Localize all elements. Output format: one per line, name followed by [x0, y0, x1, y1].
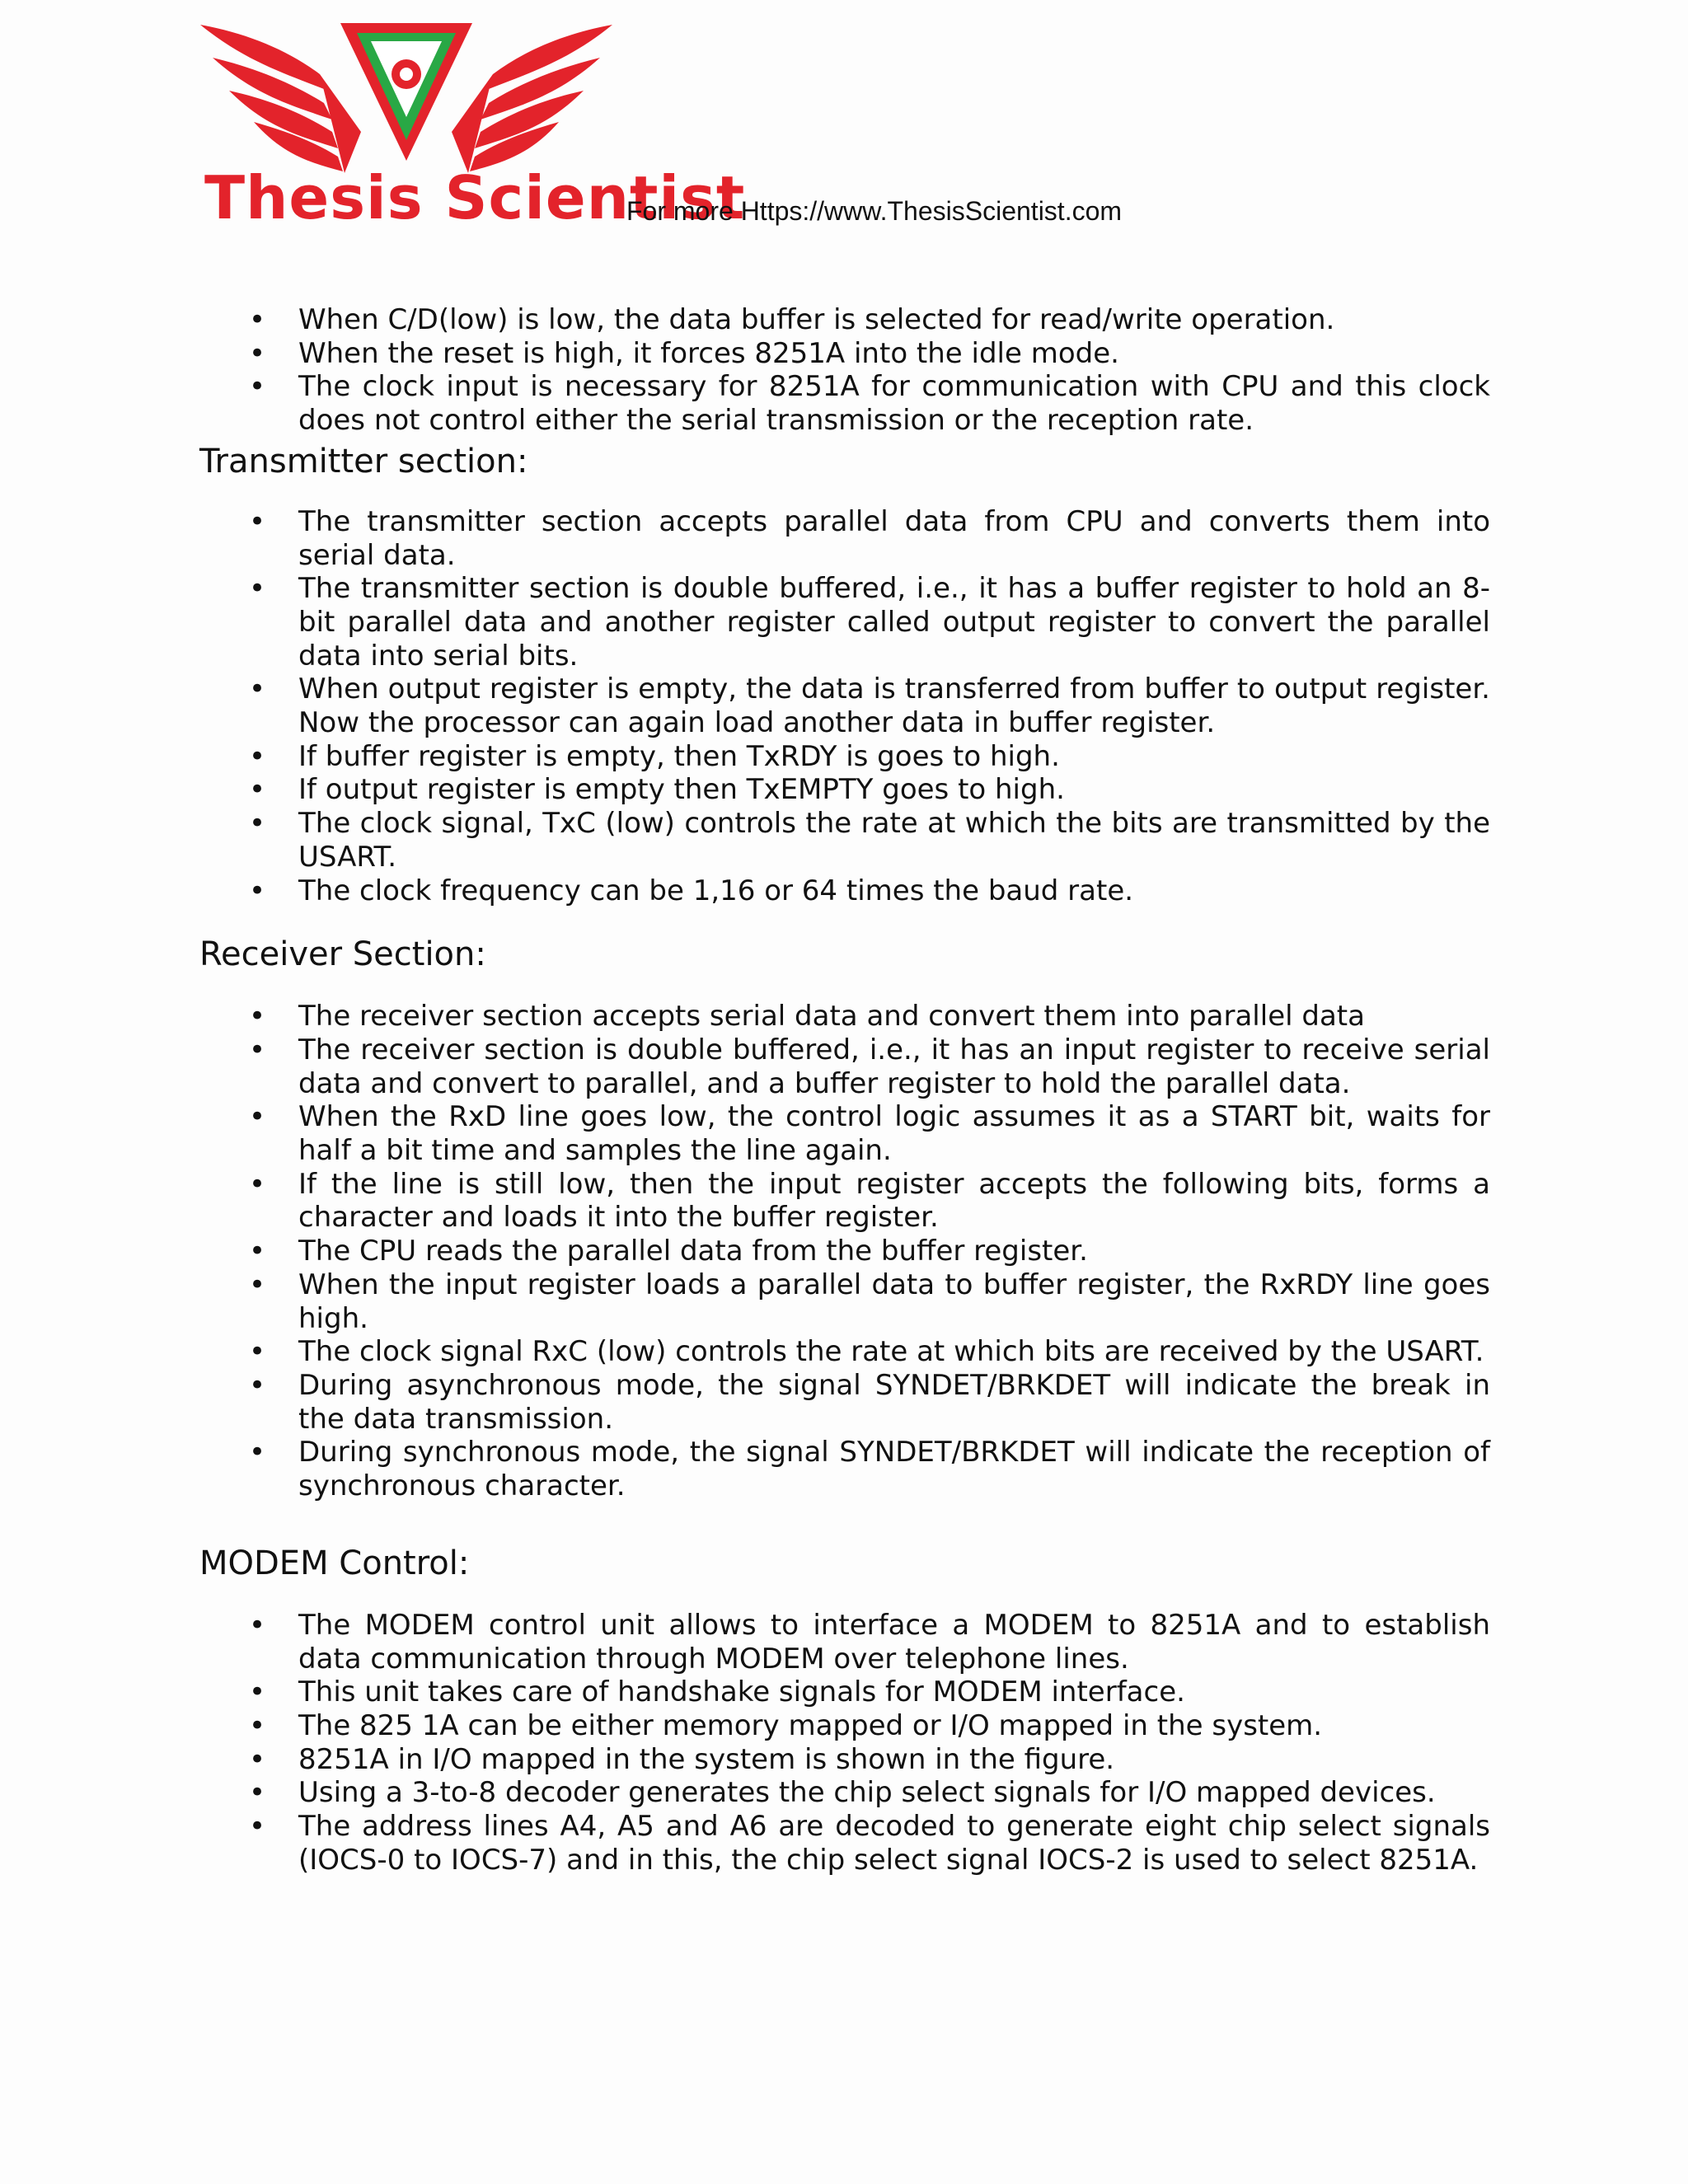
list-item: • When the RxD line goes low, the control logic assumes it as a START bit, waits for half a bit time and samples the line again. — [199, 1100, 1490, 1167]
list-item: • 8251A in I/O mapped in the system is shown in the figure. — [199, 1743, 1490, 1777]
list-item: • The clock signal RxC (low) controls the rate at which bits are received by the USART. — [199, 1335, 1490, 1369]
document-body — [199, 303, 1490, 1877]
list-item: • The clock input is necessary for 8251A for communication with CPU and this clock does not control either the serial transmission or the reception rate. — [199, 370, 1490, 437]
list-item: • The 825 1A can be either memory mapped or I/O mapped in the system. — [199, 1709, 1490, 1743]
modem-list — [199, 1609, 1490, 1877]
list-item: • The CPU reads the parallel data from the buffer register. — [199, 1235, 1490, 1268]
list-item: • During synchronous mode, the signal SYNDET/BRKDET will indicate the reception of synchronous character. — [199, 1436, 1490, 1502]
right-wing-icon — [452, 25, 612, 173]
intro-list — [199, 303, 1490, 438]
list-item: • If the line is still low, then the input register accepts the following bits, forms a character and loads it into the buffer register. — [199, 1168, 1490, 1235]
transmitter-heading: Transmitter section: — [199, 442, 528, 480]
triangle-emblem-icon — [340, 23, 472, 161]
receiver-list — [199, 1000, 1490, 1503]
list-item: • This unit takes care of handshake signals for MODEM interface. — [199, 1675, 1490, 1709]
list-item: • During asynchronous mode, the signal SYNDET/BRKDET will indicate the break in the data transmission. — [199, 1369, 1490, 1436]
list-item: • The transmitter section accepts parallel data from CPU and converts them into serial data. — [199, 505, 1490, 572]
list-item: • When output register is empty, the data is transferred from buffer to output register. Now the processor can again load another data in buffer register. — [199, 673, 1490, 739]
site-link[interactable]: For more Https://www.ThesisScientist.com — [626, 196, 1123, 226]
list-item: • The MODEM control unit allows to interface a MODEM to 8251A and to establish data communication through MODEM over telephone lines. — [199, 1609, 1490, 1675]
list-item: • The address lines A4, A5 and A6 are decoded to generate eight chip select signals (IOCS-0 to IOCS-7) and in this, the chip select signal IOCS-2 is used to select 8251A. — [199, 1810, 1490, 1877]
receiver-heading: Receiver Section: — [199, 935, 486, 974]
transmitter-list — [199, 505, 1490, 907]
list-item: • The receiver section is double buffered, i.e., it has an input register to receive serial data and convert to parallel, and a buffer register to hold the parallel data. — [199, 1033, 1490, 1100]
left-wing-icon — [200, 25, 361, 173]
list-item: • When the reset is high, it forces 8251A into the idle mode. — [199, 337, 1490, 371]
list-item: • When the input register loads a parallel data to buffer register, the RxRDY line goes high. — [199, 1268, 1490, 1335]
modem-heading: MODEM Control: — [199, 1544, 470, 1582]
list-item: • The clock signal, TxC (low) controls the rate at which the bits are transmitted by the USART. — [199, 807, 1490, 874]
list-item: • The clock frequency can be 1,16 or 64 times the baud rate. — [199, 874, 1490, 908]
brand-name: Thesis Scientist — [204, 163, 746, 232]
list-item: • The transmitter section is double buffered, i.e., it has a buffer register to hold an 8-bit parallel data and another register called output register to convert the parallel data into serial bits. — [199, 572, 1490, 673]
list-item: • When C/D(low) is low, the data buffer is selected for read/write operation. — [199, 303, 1490, 337]
list-item: • If buffer register is empty, then TxRDY is goes to high. — [199, 740, 1490, 774]
list-item: • The receiver section accepts serial data and convert them into parallel data — [199, 1000, 1490, 1033]
list-item: • If output register is empty then TxEMPTY goes to high. — [199, 773, 1490, 807]
list-item: • Using a 3-to-8 decoder generates the chip select signals for I/O mapped devices. — [199, 1776, 1490, 1810]
